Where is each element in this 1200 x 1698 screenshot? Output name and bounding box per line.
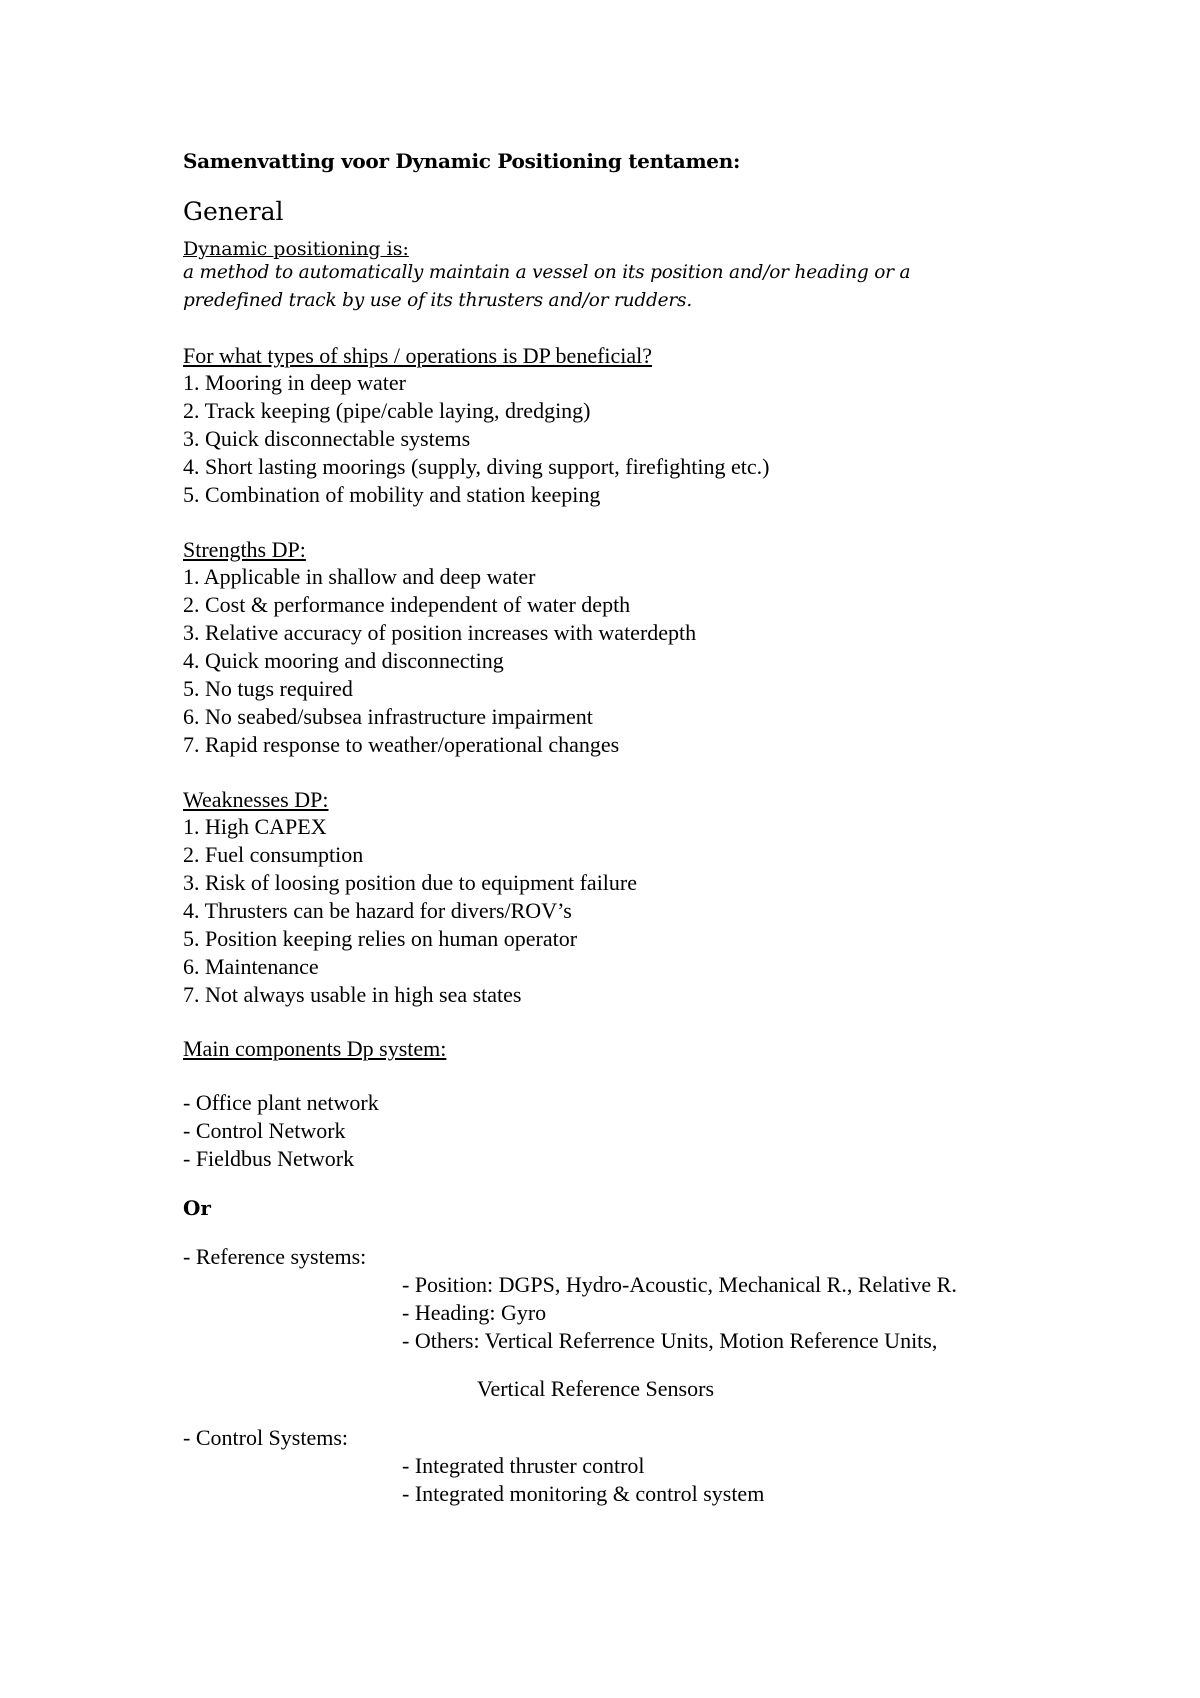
components-item: - Office plant network — [183, 1090, 379, 1115]
strengths-item: 3. Relative accuracy of position increases with waterdepth — [183, 620, 697, 645]
strengths-item: 7. Rapid response to weather/operational changes — [183, 732, 620, 757]
weaknesses-item: 5. Position keeping relies on human operator — [183, 926, 578, 951]
weaknesses-item: 6. Maintenance — [183, 954, 319, 979]
beneficial-item: 1. Mooring in deep water — [183, 370, 406, 395]
components-item: - Control Network — [183, 1118, 346, 1143]
definition-line: predefined track by use of its thrusters and/or rudders. — [183, 290, 693, 311]
reference-item: - Position: DGPS, Hydro-Acoustic, Mechanical R., Relative R. — [402, 1272, 957, 1297]
components-heading: Main components Dp system: — [183, 1036, 447, 1061]
weaknesses-item: 4. Thrusters can be hazard for divers/ROV’s — [183, 898, 572, 923]
weaknesses-item: 1. High CAPEX — [183, 814, 327, 839]
weaknesses-heading: Weaknesses DP: — [183, 787, 329, 812]
strengths-item: 1. Applicable in shallow and deep water — [183, 564, 536, 589]
or-label: Or — [183, 1196, 211, 1220]
weaknesses-item: 2. Fuel consumption — [183, 842, 364, 867]
section-heading-general: General — [183, 197, 284, 226]
weaknesses-item: 3. Risk of loosing position due to equipment failure — [183, 870, 638, 895]
reference-continuation: Vertical Reference Sensors — [477, 1376, 715, 1401]
beneficial-item: 4. Short lasting moorings (supply, diving support, firefighting etc.) — [183, 454, 770, 479]
components-item: - Fieldbus Network — [183, 1146, 355, 1171]
control-item: - Integrated thruster control — [402, 1453, 645, 1478]
beneficial-heading: For what types of ships / operations is DP beneficial? — [183, 343, 653, 368]
control-systems-label: - Control Systems: — [183, 1425, 349, 1450]
strengths-item: 4. Quick mooring and disconnecting — [183, 648, 504, 673]
definition-line: a method to automatically maintain a vessel on its position and/or heading or a — [183, 262, 911, 283]
strengths-item: 5. No tugs required — [183, 676, 353, 701]
beneficial-item: 3. Quick disconnectable systems — [183, 426, 471, 451]
beneficial-item: 5. Combination of mobility and station keeping — [183, 482, 601, 507]
control-item: - Integrated monitoring & control system — [402, 1481, 765, 1506]
document-title: Samenvatting voor Dynamic Positioning tentamen: — [183, 149, 741, 173]
reference-item: - Others: Vertical Referrence Units, Motion Reference Units, — [402, 1328, 938, 1353]
strengths-heading: Strengths DP: — [183, 537, 306, 562]
beneficial-item: 2. Track keeping (pipe/cable laying, dredging) — [183, 398, 591, 423]
weaknesses-item: 7. Not always usable in high sea states — [183, 982, 522, 1007]
strengths-item: 6. No seabed/subsea infrastructure impairment — [183, 704, 593, 729]
reference-systems-label: - Reference systems: — [183, 1244, 367, 1269]
strengths-item: 2. Cost & performance independent of water depth — [183, 592, 631, 617]
reference-item: - Heading: Gyro — [402, 1300, 547, 1325]
definition-label: Dynamic positioning is: — [183, 238, 409, 260]
